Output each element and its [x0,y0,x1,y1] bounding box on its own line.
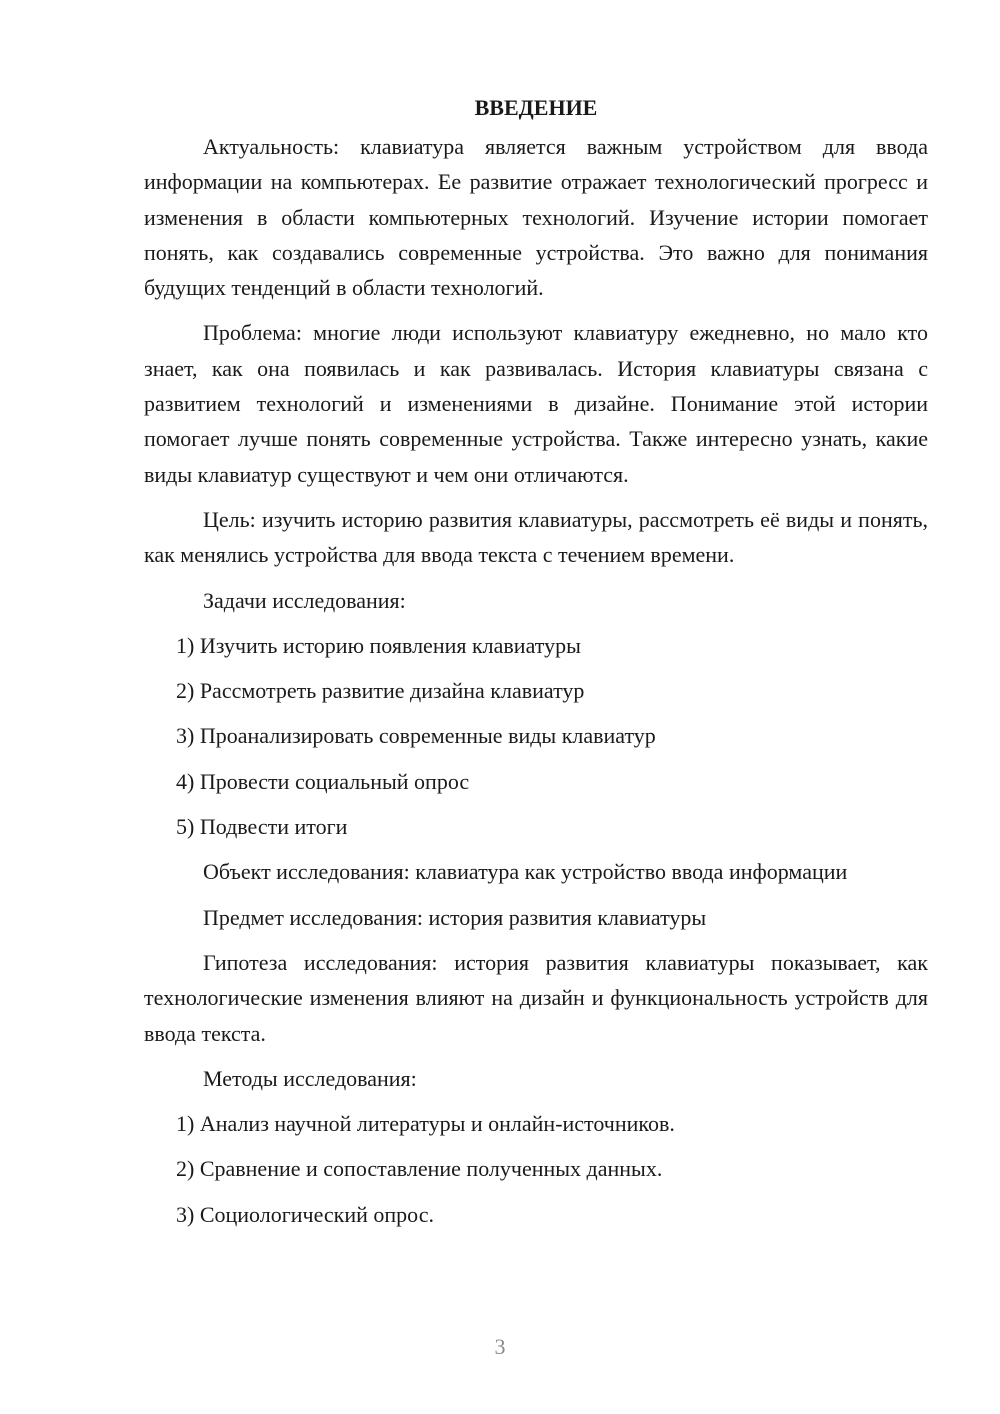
goal-paragraph: Цель: изучить историю развития клавиатуры, рассмотреть её виды и понять, как менялись устройства для ввода текста с течением времени. [144,506,928,568]
page-number: 3 [494,1334,506,1359]
hypothesis-paragraph: Гипотеза исследования: история развития клавиатуры показывает, как технологические изменения влияют на дизайн и функциональность устройств для ввода текста. [144,949,928,1046]
subject-paragraph: Предмет исследования: история развития клавиатуры [203,904,707,930]
task-item: 3) Проанализировать современные виды клавиатур [176,723,656,749]
method-item: 1) Анализ научной литературы и онлайн-источников. [176,1111,675,1137]
task-item: 2) Рассмотреть развитие дизайна клавиатур [176,678,585,704]
section-heading: ВВЕДЕНИЕ [474,95,598,120]
task-item: 5) Подвести итоги [176,814,348,840]
task-item: 4) Провести социальный опрос [176,768,470,794]
document-page [144,90,928,1242]
method-item: 2) Сравнение и сопоставление полученных данных. [176,1156,663,1182]
relevance-paragraph: Актуальность: клавиатура является важным устройством для ввода информации на компьютерах. Ее развитие отражает технологический прогресс и изменения в области компьютерных технологий. Изучение истории помогает понять, как создавались современные устройства. Это важно для понимания будущих тенденций в области технологий. [144,134,928,301]
method-item: 3) Социологический опрос. [176,1201,434,1227]
tasks-label: Задачи исследования: [203,587,406,613]
problem-paragraph: Проблема: многие люди используют клавиатуру ежедневно, но мало кто знает, как она появилась и как развивалась. История клавиатуры связана с развитием технологий и изменениями в дизайне. Понимание этой истории помогает лучше понять современные устройства. Также интересно узнать, какие виды клавиатур существуют и чем они отличаются. [144,320,928,487]
task-item: 1) Изучить историю появления клавиатуры [176,632,581,658]
methods-label: Методы исследования: [203,1065,417,1091]
object-paragraph: Объект исследования: клавиатура как устройство ввода информации [203,859,848,885]
